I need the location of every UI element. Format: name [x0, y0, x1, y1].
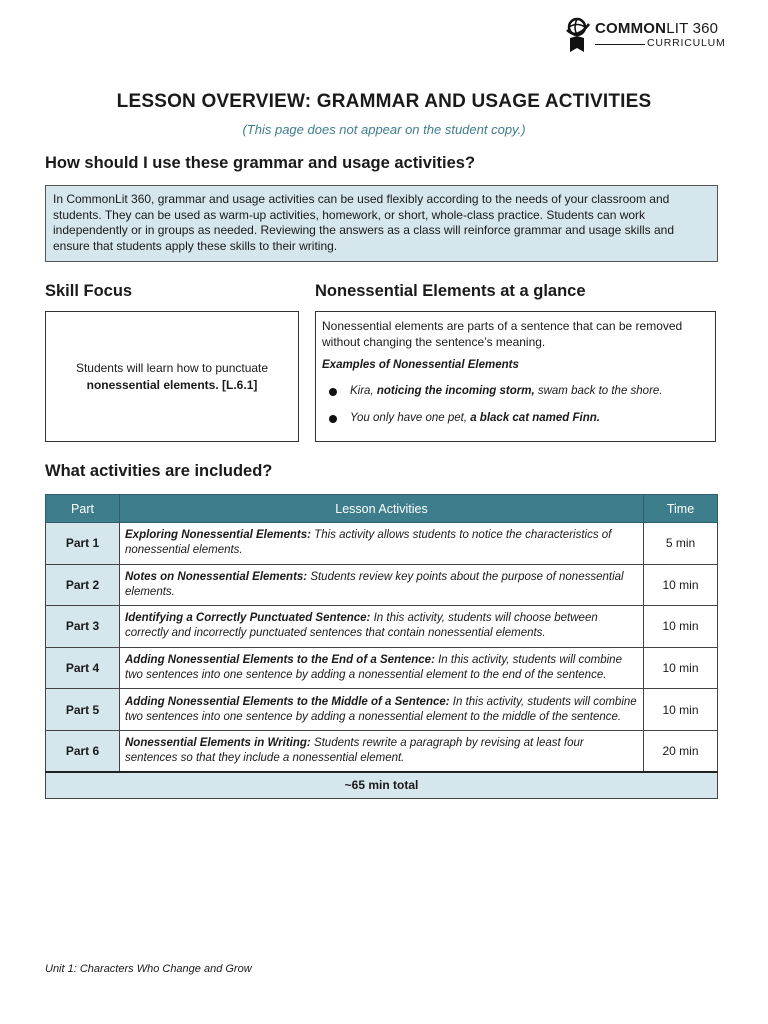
- activity-cell: Exploring Nonessential Elements: This activity allows students to notice the characteristics of nonessential elements.: [120, 523, 644, 565]
- total-cell: ~65 min total: [46, 772, 718, 798]
- examples-title: Examples of Nonessential Elements: [322, 359, 519, 371]
- part-cell: Part 5: [46, 689, 120, 731]
- time-cell: 10 min: [644, 647, 718, 689]
- activities-heading: What activities are included?: [45, 462, 273, 480]
- part-cell: Part 1: [46, 523, 120, 565]
- part-cell: Part 4: [46, 647, 120, 689]
- part-cell: Part 2: [46, 564, 120, 606]
- column-header-part: Part: [46, 495, 120, 523]
- glance-box: [315, 311, 716, 442]
- logo-curriculum: CURRICULUM: [647, 37, 726, 49]
- example-item: Kira, noticing the incoming storm, swam back to the shore.: [322, 384, 709, 400]
- page-title: LESSON OVERVIEW: GRAMMAR AND USAGE ACTIVITIES: [116, 91, 652, 112]
- bullet-icon: [329, 388, 337, 396]
- how-heading: How should I use these grammar and usage activities?: [45, 154, 476, 172]
- time-cell: 5 min: [644, 523, 718, 565]
- globe-book-icon: [565, 16, 593, 56]
- activities-table: [45, 494, 718, 799]
- table-row: [46, 564, 718, 606]
- logo-divider: [595, 44, 645, 45]
- table-header-row: [46, 495, 718, 523]
- table-row: [46, 523, 718, 565]
- time-cell: 10 min: [644, 689, 718, 731]
- activity-cell: Notes on Nonessential Elements: Students review key points about the purpose of nonessential elements.: [120, 564, 644, 606]
- skill-focus-text: Students will learn how to punctuate nonessential elements. [L.6.1]: [75, 360, 269, 392]
- commonlit-logo: [565, 16, 725, 56]
- table-row: [46, 606, 718, 648]
- logo-brand: COMMONLIT 360: [595, 20, 719, 37]
- bullet-icon: [329, 415, 337, 423]
- table-row: [46, 647, 718, 689]
- skill-focus-heading: Skill Focus: [45, 282, 133, 300]
- total-row: [46, 772, 718, 798]
- activity-cell: Identifying a Correctly Punctuated Sentence: In this activity, students will choose between correctly and incorrectly punctuated sentences that contain nonessential elements.: [120, 606, 644, 648]
- column-header-activities: Lesson Activities: [120, 495, 644, 523]
- activity-cell: Adding Nonessential Elements to the End of a Sentence: In this activity, students will combine two sentences into one sentence by adding a nonessential element to the end of the sentence.: [120, 647, 644, 689]
- glance-definition: Nonessential elements are parts of a sentence that can be removed without changing the sentence’s meaning.: [322, 319, 683, 349]
- activity-cell: Adding Nonessential Elements to the Middle of a Sentence: In this activity, students will combine two sentences into one sentence by adding a nonessential element to the middle of the sentence.: [120, 689, 644, 731]
- page-footer: Unit 1: Characters Who Change and Grow: [45, 963, 252, 975]
- glance-heading: Nonessential Elements at a glance: [315, 282, 586, 300]
- skill-focus-box: [45, 311, 299, 442]
- activity-cell: Nonessential Elements in Writing: Students rewrite a paragraph by revising at least four sentences so that they include a nonessential element.: [120, 730, 644, 772]
- column-header-time: Time: [644, 495, 718, 523]
- part-cell: Part 3: [46, 606, 120, 648]
- part-cell: Part 6: [46, 730, 120, 772]
- time-cell: 10 min: [644, 606, 718, 648]
- example-item: You only have one pet, a black cat named Finn.: [322, 411, 709, 427]
- time-cell: 10 min: [644, 564, 718, 606]
- table-row: [46, 689, 718, 731]
- time-cell: 20 min: [644, 730, 718, 772]
- table-row: [46, 730, 718, 772]
- intro-box: In CommonLit 360, grammar and usage activities can be used flexibly according to the needs of your classroom and students. They can be used as warm-up activities, homework, or short, whole-class practice. Students can work independently or in groups as needed. Reviewing the answers as a class will reinforce grammar and usage skills and ensure that students apply these skills to their writing.: [45, 185, 718, 262]
- page-subtitle: (This page does not appear on the student copy.): [242, 122, 526, 137]
